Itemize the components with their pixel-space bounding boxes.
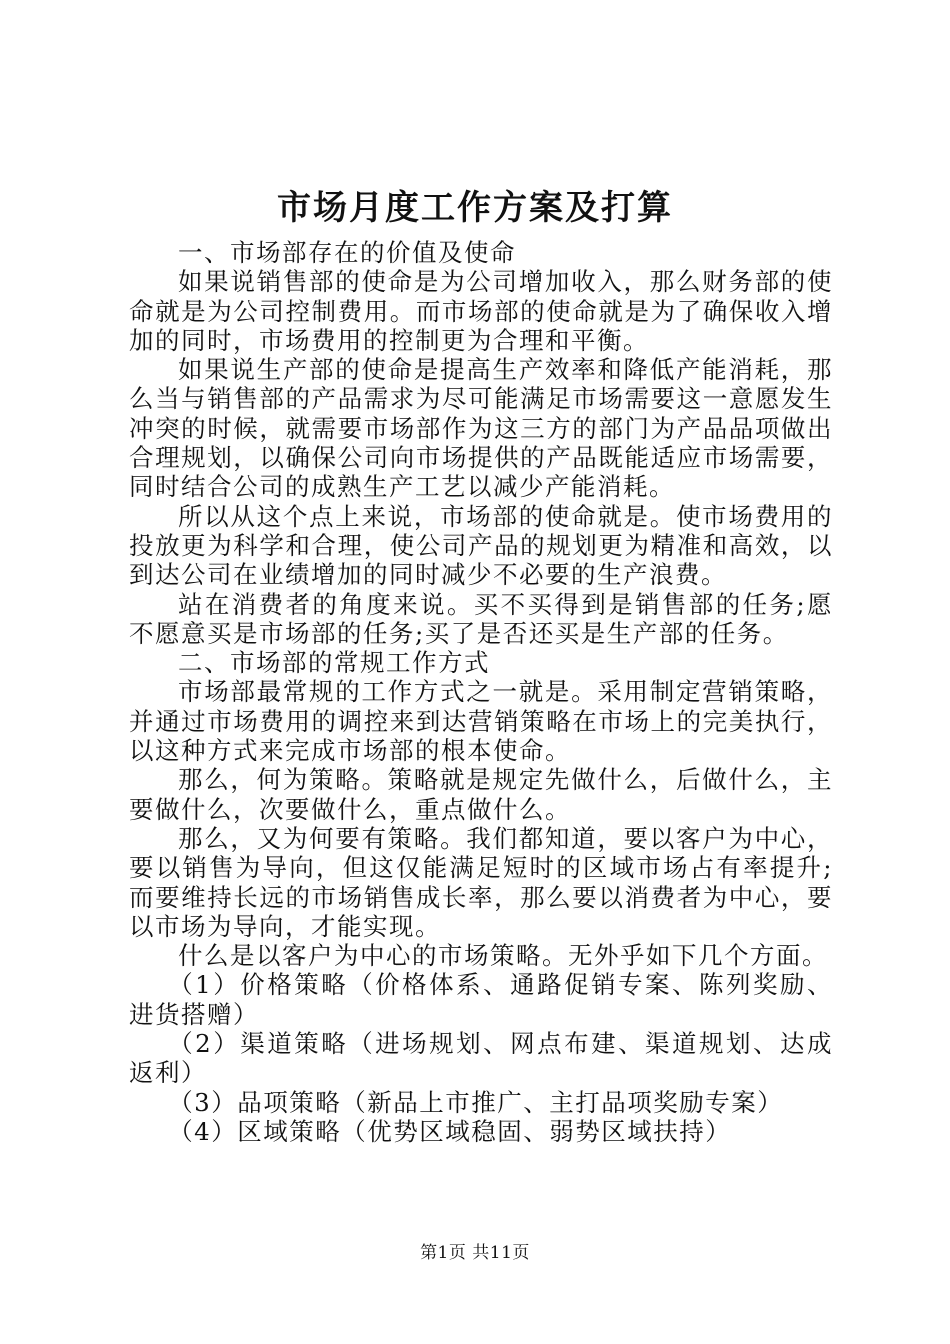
list-item: （3）品项策略（新品上市推广、主打品项奖励专案） <box>168 1087 784 1117</box>
body-paragraph: 如果说生产部的使命是提高生产效率和降低产能消耗，那么当与销售部的产品需求为尽可能满足市场需要这一意愿发生冲突的时候，就需要市场部作为这三方的部门为产品品项做出合理规划，以确保公司向市场提供的产品既能适应市场需要，同时结合公司的成熟生产工艺以减少产能消耗。 <box>129 355 833 502</box>
section-heading: 一、市场部存在的价值及使命 <box>178 238 516 267</box>
list-item: （4）区域策略（优势区域稳固、弱势区域扶持） <box>168 1116 732 1146</box>
body-paragraph: 所以从这个点上来说，市场部的使命就是。使市场费用的投放更为科学和合理，使公司产品的规划更为精准和高效，以到达公司在业绩增加的同时减少不必要的生产浪费。 <box>129 501 833 590</box>
body-paragraph: 那么，何为策略。策略就是规定先做什么，后做什么，主要做什么，次要做什么，重点做什么。 <box>129 765 833 824</box>
body-paragraph: 什么是以客户为中心的市场策略。无外乎如下几个方面。 <box>178 941 828 971</box>
body-paragraph: 如果说销售部的使命是为公司增加收入，那么财务部的使命就是为公司控制费用。而市场部的使命就是为了确保收入增加的同时，市场费用的控制更为合理和平衡。 <box>129 267 833 355</box>
list-item: （2）渠道策略（进场规划、网点布建、渠道规划、达成返利） <box>129 1029 833 1088</box>
body-paragraph: 那么，又为何要有策略。我们都知道，要以客户为中心，要以销售为导向，但这仅能满足短时的区域市场占有率提升;而要维持长远的市场销售成长率，那么要以消费者为中心，要以市场为导向，才能实现。 <box>129 823 833 941</box>
page-number-footer: 第1页 共11页 <box>420 1243 530 1263</box>
document-title: 市场月度工作方案及打算 <box>277 188 673 228</box>
body-paragraph: 站在消费者的角度来说。买不买得到是销售部的任务;愿不愿意买是市场部的任务;买了是否还买是生产部的任务。 <box>129 589 833 648</box>
list-item: （1）价格策略（价格体系、通路促销专案、陈列奖励、进货搭赠） <box>129 970 833 1029</box>
section-heading: 二、市场部的常规工作方式 <box>178 648 490 678</box>
body-paragraph: 市场部最常规的工作方式之一就是。采用制定营销策略，并通过市场费用的调控来到达营销策略在市场上的完美执行，以这种方式来完成市场部的根本使命。 <box>129 677 833 766</box>
document-body <box>129 238 833 1146</box>
